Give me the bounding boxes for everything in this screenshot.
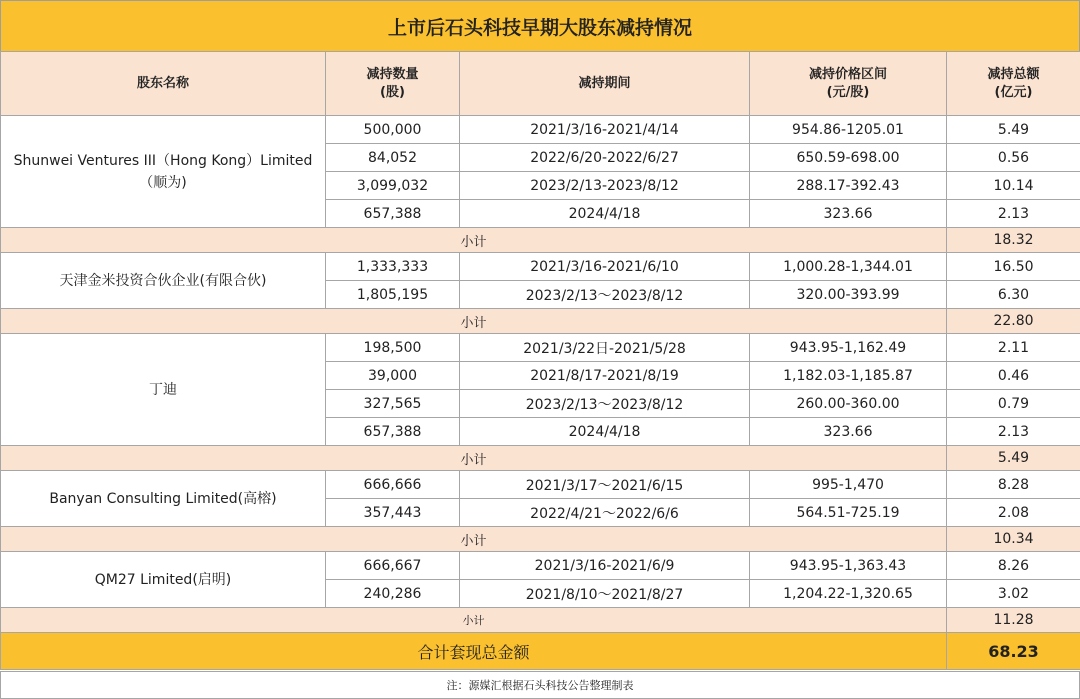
reduce-total: 2.13 bbox=[947, 418, 1080, 446]
reduce-total: 0.56 bbox=[947, 144, 1080, 172]
reduce-total: 5.49 bbox=[947, 116, 1080, 144]
holder-name: 丁迪 bbox=[1, 334, 326, 446]
reduce-total: 2.08 bbox=[947, 499, 1080, 527]
reduce-qty: 1,805,195 bbox=[326, 281, 460, 309]
reduce-total: 8.26 bbox=[947, 552, 1080, 580]
holder-name: Shunwei Ventures III（Hong Kong）Limited（顺为) bbox=[1, 116, 326, 228]
reduce-qty: 657,388 bbox=[326, 418, 460, 446]
subtotal-value: 11.28 bbox=[947, 608, 1080, 633]
subtotal-row bbox=[1, 527, 1080, 552]
subtotal-value: 22.80 bbox=[947, 309, 1080, 334]
reduce-period: 2022/6/20-2022/6/27 bbox=[460, 144, 750, 172]
subtotal-label: 小计 bbox=[1, 608, 947, 633]
reduce-total: 0.79 bbox=[947, 390, 1080, 418]
header-price-text: 减持价格区间 (元/股) bbox=[808, 66, 887, 100]
reduce-period: 2021/3/16-2021/6/9 bbox=[460, 552, 750, 580]
header-holder: 股东名称 bbox=[1, 52, 326, 116]
subtotal-row bbox=[1, 446, 1080, 471]
reduce-qty: 1,333,333 bbox=[326, 253, 460, 281]
holder-name: QM27 Limited(启明) bbox=[1, 552, 326, 608]
price-range: 943.95-1,363.43 bbox=[750, 552, 947, 580]
grand-total-row bbox=[1, 633, 1080, 670]
table-title: 上市后石头科技早期大股东减持情况 bbox=[0, 0, 1080, 52]
holder-name: Banyan Consulting Limited(高榕) bbox=[1, 471, 326, 527]
price-range: 564.51-725.19 bbox=[750, 499, 947, 527]
header-qty bbox=[326, 52, 460, 116]
reduce-qty: 657,388 bbox=[326, 200, 460, 228]
price-range: 650.59-698.00 bbox=[750, 144, 947, 172]
subtotal-value: 18.32 bbox=[947, 228, 1080, 253]
header-row bbox=[1, 52, 1080, 116]
reduce-total: 2.13 bbox=[947, 200, 1080, 228]
price-range: 995-1,470 bbox=[750, 471, 947, 499]
holder-name: 天津金米投资合伙企业(有限合伙) bbox=[1, 253, 326, 309]
subtotal-row bbox=[1, 309, 1080, 334]
header-total-text: 减持总额 (亿元) bbox=[987, 66, 1040, 100]
price-range: 1,000.28-1,344.01 bbox=[750, 253, 947, 281]
reduce-qty: 357,443 bbox=[326, 499, 460, 527]
table-row bbox=[1, 253, 1080, 281]
subtotal-value: 5.49 bbox=[947, 446, 1080, 471]
price-range: 1,204.22-1,320.65 bbox=[750, 580, 947, 608]
reduce-period: 2021/3/22日-2021/5/28 bbox=[460, 334, 750, 362]
price-range: 323.66 bbox=[750, 418, 947, 446]
reduce-total: 16.50 bbox=[947, 253, 1080, 281]
reduce-period: 2021/8/17-2021/8/19 bbox=[460, 362, 750, 390]
reduce-total: 8.28 bbox=[947, 471, 1080, 499]
reduce-qty: 3,099,032 bbox=[326, 172, 460, 200]
price-range: 1,182.03-1,185.87 bbox=[750, 362, 947, 390]
header-qty-text: 减持数量 (股) bbox=[366, 66, 419, 100]
price-range: 320.00-393.99 bbox=[750, 281, 947, 309]
reduce-total: 2.11 bbox=[947, 334, 1080, 362]
grand-total-label: 合计套现总金额 bbox=[1, 633, 947, 670]
reduce-period: 2023/2/13～2023/8/12 bbox=[460, 281, 750, 309]
reduce-qty: 84,052 bbox=[326, 144, 460, 172]
subtotal-label: 小计 bbox=[1, 527, 947, 552]
header-price bbox=[750, 52, 947, 116]
price-range: 954.86-1205.01 bbox=[750, 116, 947, 144]
table-row bbox=[1, 471, 1080, 499]
reduce-period: 2021/3/16-2021/4/14 bbox=[460, 116, 750, 144]
reduce-qty: 240,286 bbox=[326, 580, 460, 608]
reduce-period: 2021/3/17～2021/6/15 bbox=[460, 471, 750, 499]
table-row bbox=[1, 116, 1080, 144]
price-range: 260.00-360.00 bbox=[750, 390, 947, 418]
table-body bbox=[1, 116, 1080, 633]
reduce-period: 2023/2/13～2023/8/12 bbox=[460, 390, 750, 418]
reduce-period: 2021/3/16-2021/6/10 bbox=[460, 253, 750, 281]
price-range: 943.95-1,162.49 bbox=[750, 334, 947, 362]
reduce-total: 6.30 bbox=[947, 281, 1080, 309]
reduce-qty: 198,500 bbox=[326, 334, 460, 362]
source-note: 注：源媒汇根据石头科技公告整理制表 bbox=[0, 671, 1080, 699]
table-row bbox=[1, 552, 1080, 580]
reduce-qty: 39,000 bbox=[326, 362, 460, 390]
subtotal-label: 小计 bbox=[1, 309, 947, 334]
header-period: 减持期间 bbox=[460, 52, 750, 116]
reduce-period: 2022/4/21～2022/6/6 bbox=[460, 499, 750, 527]
price-range: 323.66 bbox=[750, 200, 947, 228]
subtotal-row bbox=[1, 608, 1080, 633]
reduce-qty: 666,667 bbox=[326, 552, 460, 580]
subtotal-label: 小计 bbox=[1, 446, 947, 471]
reduce-qty: 327,565 bbox=[326, 390, 460, 418]
table-row bbox=[1, 334, 1080, 362]
grand-total-value: 68.23 bbox=[947, 633, 1080, 670]
subtotal-label: 小计 bbox=[1, 228, 947, 253]
reduction-table bbox=[0, 51, 1080, 670]
reduce-period: 2021/8/10～2021/8/27 bbox=[460, 580, 750, 608]
header-total bbox=[947, 52, 1080, 116]
reduce-total: 3.02 bbox=[947, 580, 1080, 608]
subtotal-row bbox=[1, 228, 1080, 253]
reduce-qty: 666,666 bbox=[326, 471, 460, 499]
reduce-period: 2023/2/13-2023/8/12 bbox=[460, 172, 750, 200]
reduce-period: 2024/4/18 bbox=[460, 418, 750, 446]
subtotal-value: 10.34 bbox=[947, 527, 1080, 552]
price-range: 288.17-392.43 bbox=[750, 172, 947, 200]
reduce-total: 0.46 bbox=[947, 362, 1080, 390]
reduce-total: 10.14 bbox=[947, 172, 1080, 200]
reduce-qty: 500,000 bbox=[326, 116, 460, 144]
reduce-period: 2024/4/18 bbox=[460, 200, 750, 228]
